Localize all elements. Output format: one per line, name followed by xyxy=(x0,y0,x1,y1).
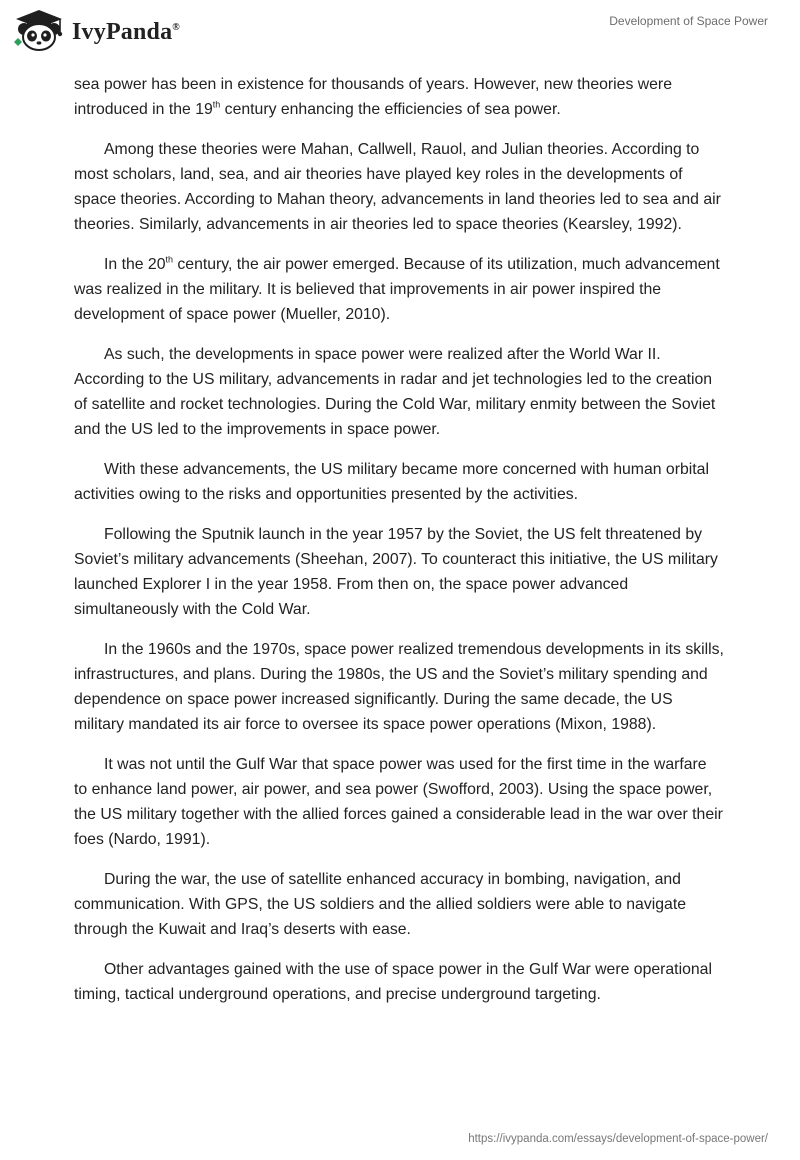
document-title: Development of Space Power xyxy=(609,14,768,28)
brand-name xyxy=(72,19,180,46)
paragraph: As such, the developments in space power were realized after the World War II. According to the US military, advancements in radar and jet technologies led to the creation of satellite and rocket technologies. During the Cold War, military enmity between the Soviet and the US led to the improvements in space power. xyxy=(74,346,716,438)
paragraph: In the 1960s and the 1970s, space power realized tremendous developments in its skills, infrastructures, and plans. During the 1980s, the US and the Soviet’s military spending and dependence on space power increased significantly. During the same decade, the US military mandated its air force to oversee its space power operations (Mixon, 1988). xyxy=(74,641,724,733)
paragraph: sea power has been in existence for thousands of years. However, new theories were introduced in the 19th century enhancing the efficiencies of sea power. xyxy=(74,76,672,118)
paragraph: In the 20th century, the air power emerged. Because of its utilization, much advancement was realized in the military. It is believed that improvements in air power inspired the development of space power (Mueller, 2010). xyxy=(74,254,720,323)
essay-body xyxy=(74,72,724,1022)
panda-mascot-icon xyxy=(12,8,66,52)
paragraph: Other advantages gained with the use of space power in the Gulf War were operational timing, tactical underground operations, and precise underground targeting. xyxy=(74,961,712,1003)
brand-name-text: IvyPanda xyxy=(72,18,173,45)
paragraph: Following the Sputnik launch in the year 1957 by the Soviet, the US felt threatened by Soviet’s military advancements (Sheehan, 2007). To counteract this initiative, the US military launched Explorer I in the year 1958. From then on, the space power advanced simultaneously with the Cold War. xyxy=(74,526,718,618)
source-url-link[interactable]: https://ivypanda.com/essays/development-of-space-power/ xyxy=(468,1133,768,1145)
paragraph: Among these theories were Mahan, Callwell, Rauol, and Julian theories. According to most scholars, land, sea, and air theories have played key roles in the developments of space theories. According to Mahan theory, advancements in land theories led to sea and air theories. Similarly, advancements in air theories led to space theories (Kearsley, 1992). xyxy=(74,141,721,233)
paragraph: It was not until the Gulf War that space power was used for the first time in the warfare to enhance land power, air power, and sea power (Swofford, 2003). Using the space power, the US military together with the allied forces gained a considerable lead in the war over their foes (Nardo, 1991). xyxy=(74,756,723,848)
paragraph: During the war, the use of satellite enhanced accuracy in bombing, navigation, and communication. With GPS, the US soldiers and the allied soldiers were able to navigate through the Kuwait and Iraq’s deserts with ease. xyxy=(74,871,686,938)
site-logo[interactable] xyxy=(12,8,180,52)
registered-mark: ® xyxy=(172,21,180,33)
paragraph: With these advancements, the US military became more concerned with human orbital activities owing to the risks and opportunities presented by the activities. xyxy=(74,461,709,503)
